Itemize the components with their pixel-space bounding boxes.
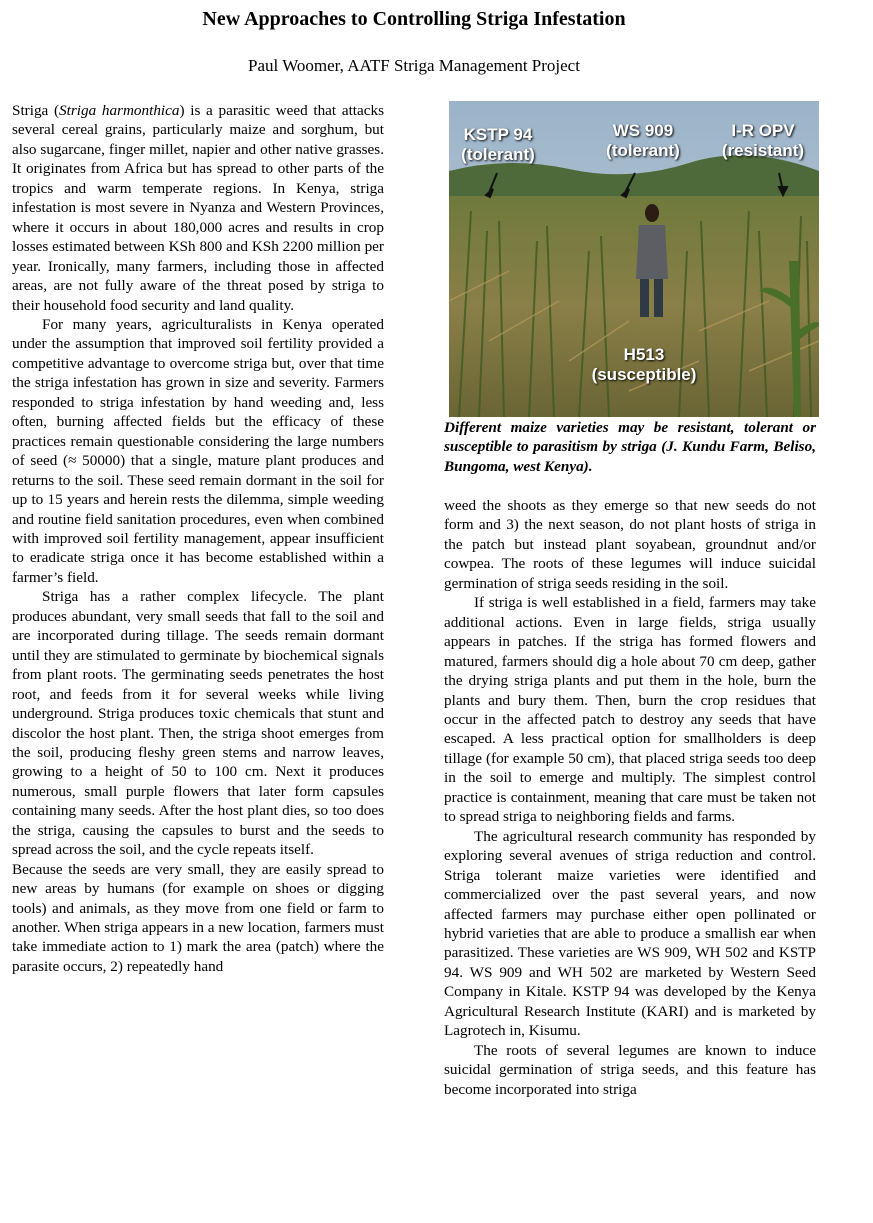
photo-label-h513: H513 (susceptible) <box>591 345 697 384</box>
intro-lead: Striga ( <box>12 102 60 119</box>
species-name: Striga harmonthica <box>59 102 180 119</box>
photo-label-kstp94: KSTP 94 (tolerant) <box>461 125 535 164</box>
photo-label-ws909: WS 909 (tolerant) <box>606 121 680 160</box>
paragraph: The roots of several legumes are known to induce suicidal germination of striga seeds, and this feature has become incorporated into striga <box>444 1041 816 1098</box>
paragraph: The agricultural research community has responded by exploring several avenues of striga reduction and control. Striga tolerant maize varieties were identified and commercialized over the past several years, and now affected farmers may purchase either open pollinated or hybrid varieties that are able to produce a smallish ear when parasitized. These varieties are WS 909, WH 502 and KSTP 94. WS 909 and WH 502 are marketed by Western Seed Company in Kitale. KSTP 94 was developed by the Kenya Agricultural Research Institute (KARI) and is marketed by Lagrotech in, Kisumu. <box>444 827 816 1040</box>
paragraph: For many years, agriculturalists in Kenya operated under the assumption that improved soil fertility provided a competitive advantage to overcome striga but, over that time the striga infestation has grown in size and severity. Farmers responded to striga infestation by hand weeding and, less often, burning affected fields but the efficacy of these practices remain questionable considering the large numbers of seed (≈ 50000) that a single, mature plant produces and returns to the soil. These seed remain dormant in the soil for up to 15 years and herein rests the dilemma, simple weeding and routine field sanitation procedures, even when combined with improved soil fertility management, appear insufficient to eradicate striga once it has become established within a farmer’s field. <box>12 315 384 586</box>
left-column <box>12 101 384 1219</box>
maize-field-photo <box>449 101 819 417</box>
document-title: New Approaches to Controlling Striga Infestation <box>202 8 626 30</box>
paragraph: If striga is well established in a field, farmers may take additional actions. Even in large fields, striga usually appears in patches. If the striga has formed flowers and matured, farmers should dig a hole about 70 cm deep, gather the drying striga plants and put them in the hole, burn the plants and bury them. Then, burn the crop residues that occur in the affected patch to destroy any seeds that have escaped. A less practical option for smallholders is deep tillage (for example 50 cm), that placed striga seeds too deep in the soil to emerge and multiply. The simplest control practice is containment, meaning that care must be taken not to spread striga to neighboring fields and farms. <box>444 594 816 826</box>
paragraph: Because the seeds are very small, they are easily spread to new areas by humans (for example on shoes or digging tools) and animals, as they move from one field or farm to another. When striga appears in a new location, farmers must take immediate action to 1) mark the area (patch) where the parasite occurs, 2) repeatedly hand <box>12 860 384 975</box>
photo-label-ir-opv: I-R OPV (resistant) <box>721 121 805 160</box>
intro-rest: ) is a parasitic weed that attacks several cereal grains, particularly maize and sorghum, but also sugarcane, finger millet, napier and other native grasses. It originates from Africa but has spread to other parts of the tropics and warm temperate regions. In Kenya, striga infestation is most severe in Nyanza and Western Provinces, where it occurs in about 180,000 acres and results in crop losses estimated between KSh 800 and KSh 2200 million per year. Ironically, many farmers, including those in affected areas, are not fully aware of the threat posed by striga to their household food security and land quality. <box>12 102 384 314</box>
right-column <box>444 496 816 1220</box>
author-line: Paul Woomer, AATF Striga Management Project <box>248 56 580 75</box>
photo-caption: Different maize varieties may be resistant, tolerant or susceptible to parasitism by striga (J. Kundu Farm, Beliso, Bungoma, west Kenya). <box>444 419 816 475</box>
intro-paragraph <box>12 101 384 315</box>
paragraph: Striga has a rather complex lifecycle. The plant produces abundant, very small seeds that fall to the soil and are incorporated during tillage. The seeds remain dormant until they are stimulated to germinate by biochemical signals from plant roots. The germinating seeds penetrates the host root, and feeds from it for several weeks while living underground. Striga produces toxic chemicals that stunt and discolor the host plant. Then, the striga shoot emerges from the soil, producing fleshy green stems and narrow leaves, growing to a height of 50 to 100 cm. Next it produces numerous, small purple flowers that later form capsules containing many seeds. After the host plant dies, so too does the striga, causing the capsules to burst and the seeds to spread across the soil, and the cycle repeats itself. <box>12 588 384 859</box>
paragraph: weed the shoots as they emerge so that new seeds do not form and 3) the next season, do not plant hosts of striga in the patch but instead plant soyabean, groundnut and/or cowpea. The roots of these legumes will induce suicidal germination of striga seeds residing in the soil. <box>444 497 816 592</box>
